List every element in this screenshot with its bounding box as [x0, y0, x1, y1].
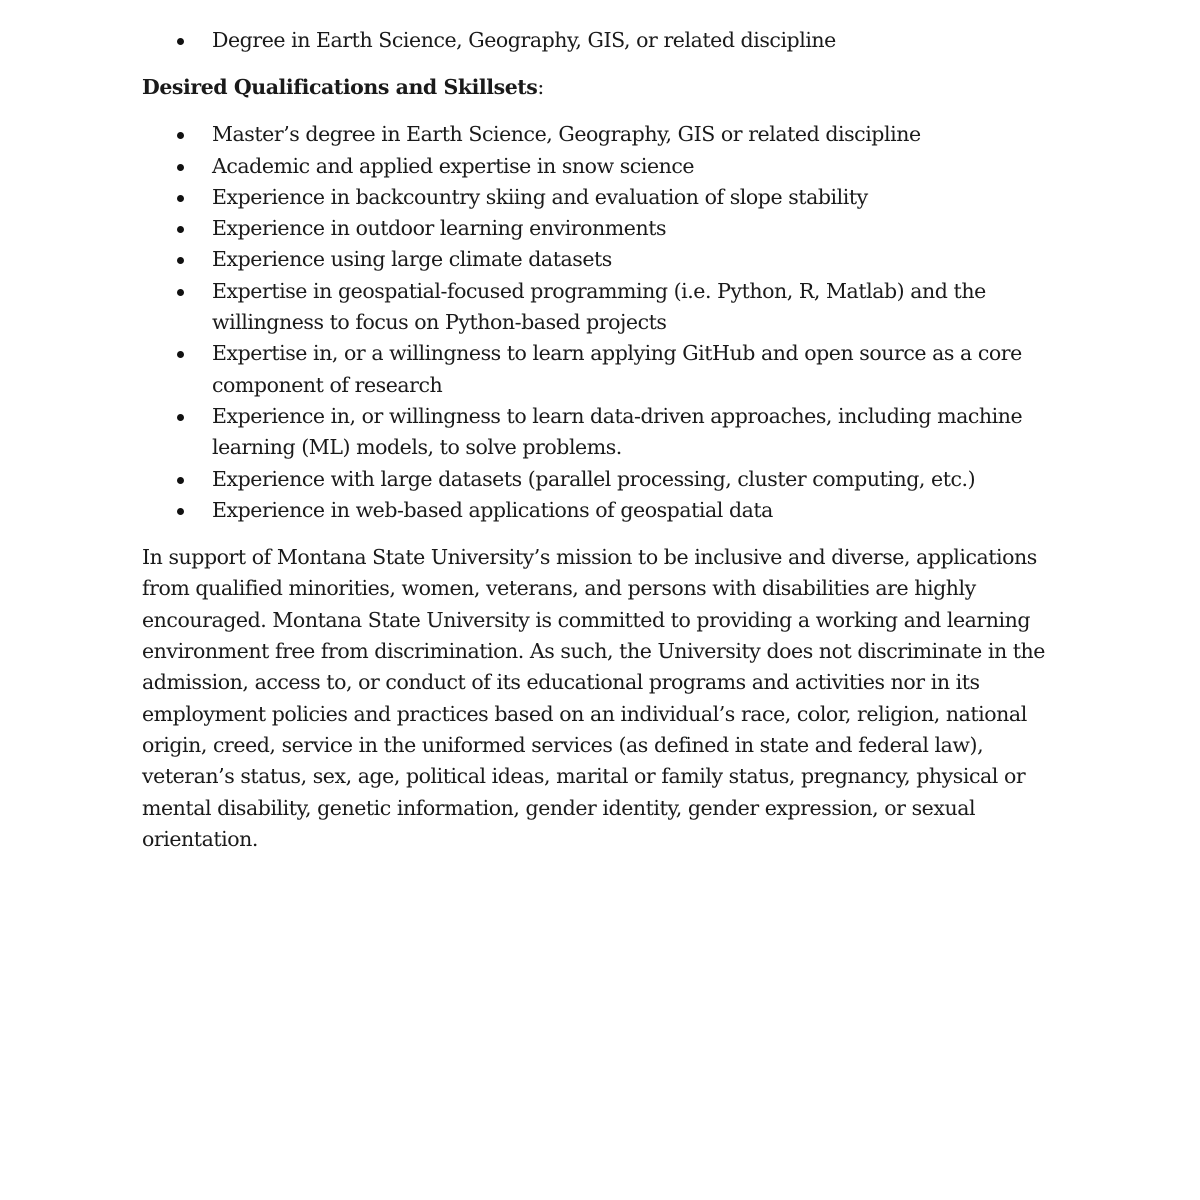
list-item: Experience in, or willingness to learn data-driven approaches, including machine learning (ML) models, to solve problems. [142, 401, 1077, 464]
heading-colon: : [537, 75, 544, 100]
list-item: Expertise in geospatial-focused programming (i.e. Python, R, Matlab) and the willingness to focus on Python-based projects [142, 276, 1077, 339]
heading-text: Desired Qualifications and Skillsets [142, 75, 538, 100]
required-qualifications-list [142, 25, 1077, 56]
list-item: Experience with large datasets (parallel processing, cluster computing, etc.) [142, 464, 1077, 495]
list-item: Academic and applied expertise in snow science [142, 151, 1077, 182]
list-item: Expertise in, or a willingness to learn applying GitHub and open source as a core component of research [142, 338, 1077, 401]
list-item: Degree in Earth Science, Geography, GIS, or related discipline [142, 25, 1077, 56]
desired-qualifications-heading [142, 72, 1077, 103]
list-item: Experience in outdoor learning environments [142, 213, 1077, 244]
list-item: Experience using large climate datasets [142, 244, 1077, 275]
document-page [142, 25, 1077, 876]
list-item: Master’s degree in Earth Science, Geography, GIS or related discipline [142, 119, 1077, 150]
desired-qualifications-list [142, 119, 1077, 526]
list-item: Experience in backcountry skiing and evaluation of slope stability [142, 182, 1077, 213]
equal-opportunity-paragraph: In support of Montana State University’s mission to be inclusive and diverse, applications from qualified minorities, women, veterans, and persons with disabilities are highly encouraged. Montana State University is committed to providing a working and learning environment free from discrimination. As such, the University does not discriminate in the admission, access to, or conduct of its educational programs and activities nor in its employment policies and practices based on an individual’s race, color, religion, national origin, creed, service in the uniformed services (as defined in state and federal law), veteran’s status, sex, age, political ideas, marital or family status, pregnancy, physical or mental disability, genetic information, gender identity, gender expression, or sexual orientation. [142, 545, 1045, 851]
list-item: Experience in web-based applications of geospatial data [142, 495, 1077, 526]
